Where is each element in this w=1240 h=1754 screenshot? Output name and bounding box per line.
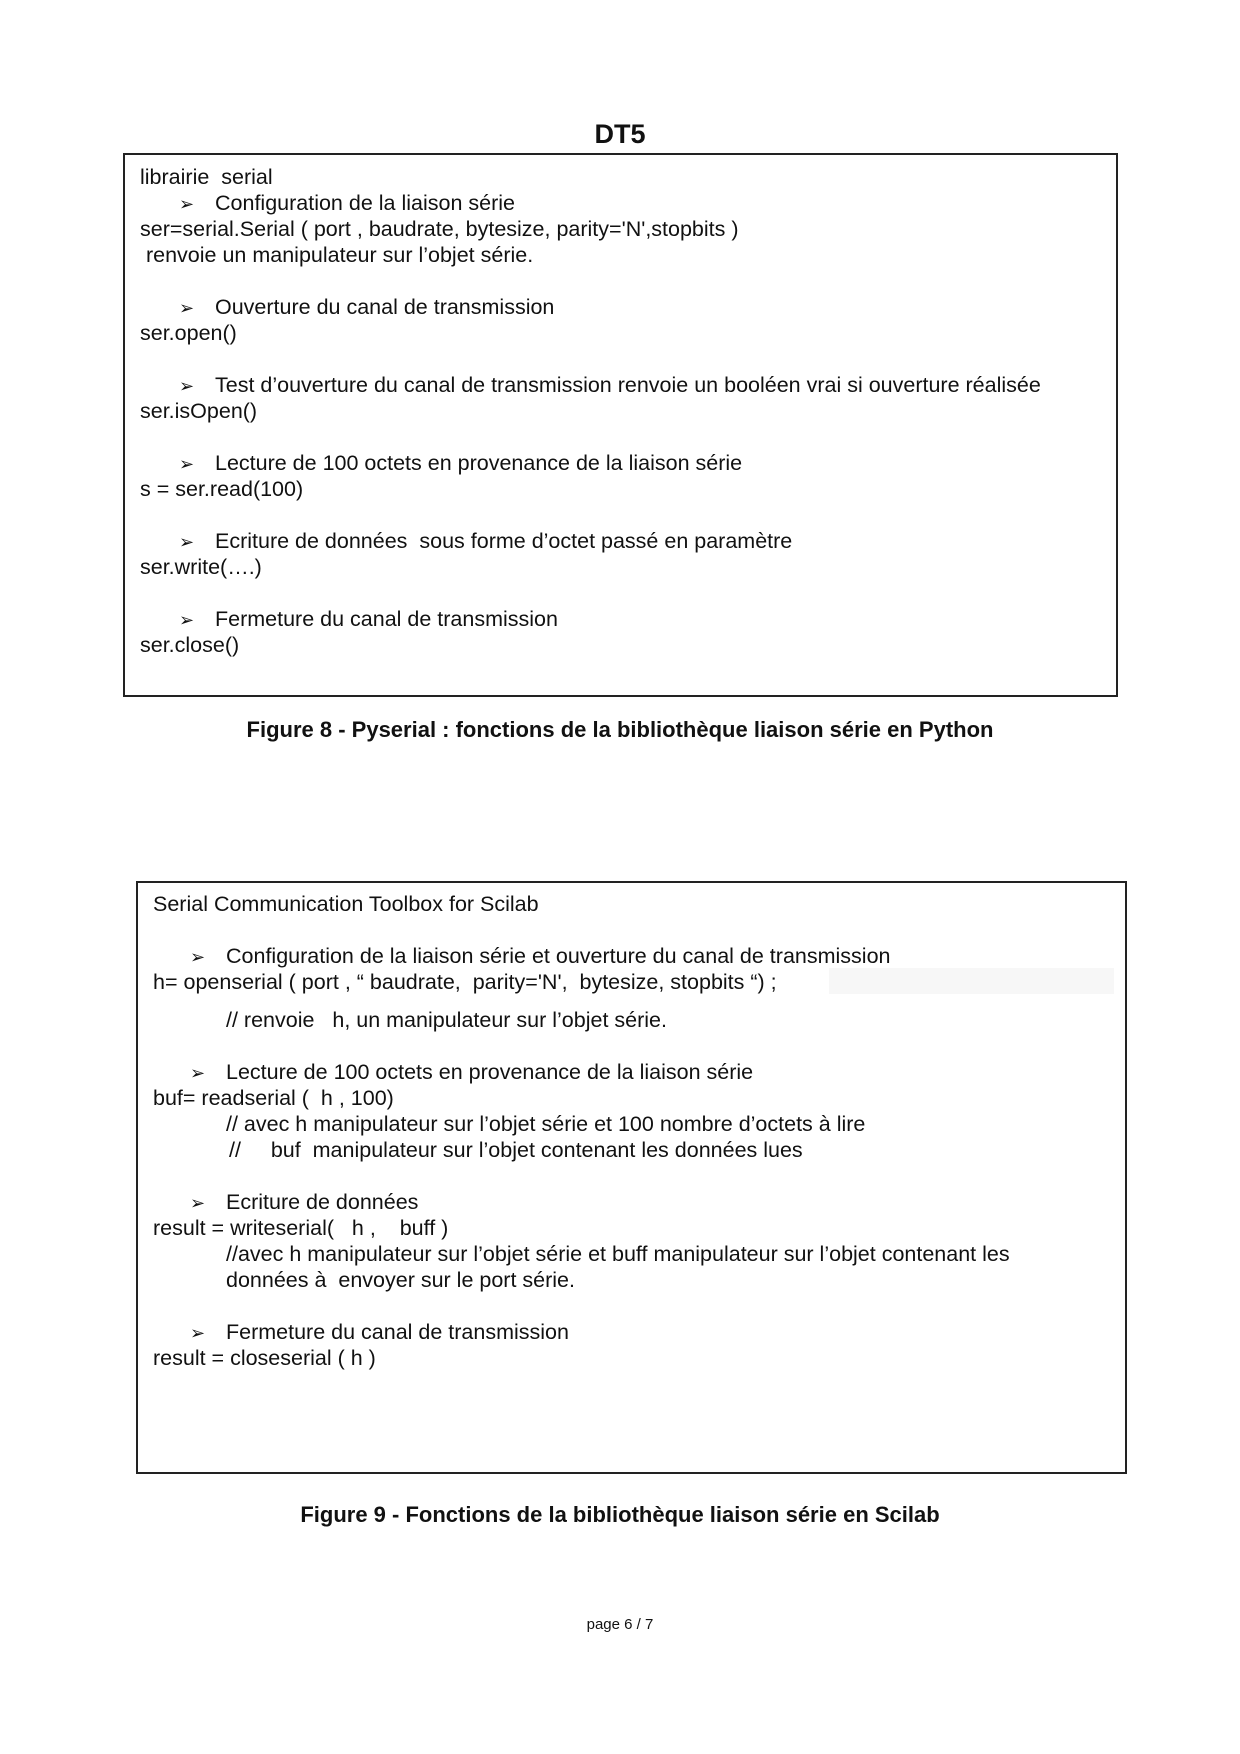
python-code-line: s = ser.read(100) — [140, 477, 304, 501]
python-bullet-text: Configuration de la liaison série — [215, 191, 515, 215]
arrow-bullet-icon: ➢ — [179, 376, 195, 396]
scilab-bullet-item — [190, 943, 890, 970]
scilab-functions-box — [136, 881, 1127, 1474]
python-code-line: ser.close() — [140, 633, 240, 657]
python-code-line: ser.isOpen() — [140, 399, 258, 423]
arrow-bullet-icon: ➢ — [179, 610, 195, 630]
python-bullet-item — [179, 294, 554, 321]
python-code-line: ser.open() — [140, 321, 237, 345]
page-heading: DT5 — [594, 119, 646, 149]
scilab-comment-line: // avec h manipulateur sur l’objet série et 100 nombre d’octets à lire — [226, 1112, 866, 1136]
arrow-bullet-icon: ➢ — [179, 532, 195, 552]
scilab-bullet-text: Configuration de la liaison série et ouverture du canal de transmission — [226, 944, 891, 968]
page-number-footer: page 6 / 7 — [586, 1616, 654, 1633]
scilab-comment-line: // renvoie h, un manipulateur sur l’objet série. — [226, 1008, 667, 1032]
scilab-code-line: buf= readserial ( h , 100) — [153, 1086, 394, 1110]
python-bullet-item — [179, 606, 558, 633]
arrow-bullet-icon: ➢ — [190, 1323, 206, 1343]
arrow-bullet-icon: ➢ — [179, 454, 195, 474]
scilab-code-line: h= openserial ( port , “ baudrate, parity='N', bytesize, stopbits “) ; — [153, 970, 777, 994]
python-functions-box — [123, 153, 1118, 697]
python-bullet-item — [179, 190, 515, 217]
arrow-bullet-icon: ➢ — [190, 947, 206, 967]
arrow-bullet-icon: ➢ — [179, 298, 195, 318]
python-bullet-item — [179, 528, 792, 555]
arrow-bullet-icon: ➢ — [190, 1193, 206, 1213]
scilab-bullet-text: Ecriture de données — [226, 1190, 419, 1214]
figure-8-caption: Figure 8 - Pyserial : fonctions de la bibliothèque liaison série en Python — [246, 717, 994, 742]
scilab-bullet-text: Lecture de 100 octets en provenance de la liaison série — [226, 1060, 754, 1084]
python-bullet-text: Lecture de 100 octets en provenance de la liaison série — [215, 451, 743, 475]
scilab-code-line: result = closeserial ( h ) — [153, 1346, 376, 1370]
scilab-bullet-text: Fermeture du canal de transmission — [226, 1320, 569, 1344]
scilab-title-line: Serial Communication Toolbox for Scilab — [153, 892, 539, 916]
scilab-bullet-item — [190, 1319, 569, 1346]
scilab-bullet-item — [190, 1189, 418, 1216]
arrow-bullet-icon: ➢ — [179, 194, 195, 214]
scilab-comment-line: données à envoyer sur le port série. — [226, 1268, 575, 1292]
python-bullet-item — [179, 450, 742, 477]
python-line-library: librairie serial — [140, 165, 273, 189]
python-description-line: renvoie un manipulateur sur l’objet série. — [140, 243, 534, 267]
scilab-comment-line: //avec h manipulateur sur l’objet série et buff manipulateur sur l’objet contenant les — [226, 1242, 1010, 1266]
python-bullet-text: Fermeture du canal de transmission — [215, 607, 558, 631]
python-code-line: ser.write(….) — [140, 555, 262, 579]
scilab-code-line: result = writeserial( h , buff ) — [153, 1216, 449, 1240]
figure-9-caption: Figure 9 - Fonctions de la bibliothèque liaison série en Scilab — [300, 1502, 940, 1527]
shaded-region — [829, 968, 1114, 994]
python-bullet-item — [179, 372, 1041, 399]
arrow-bullet-icon: ➢ — [190, 1063, 206, 1083]
scilab-bullet-item — [190, 1059, 753, 1086]
scilab-comment-line: // buf manipulateur sur l’objet contenant les données lues — [229, 1138, 803, 1162]
python-bullet-text: Ecriture de données sous forme d’octet passé en paramètre — [215, 529, 793, 553]
python-bullet-text: Test d’ouverture du canal de transmission renvoie un booléen vrai si ouverture réalisée — [215, 373, 1041, 397]
python-bullet-text: Ouverture du canal de transmission — [215, 295, 555, 319]
python-code-line: ser=serial.Serial ( port , baudrate, bytesize, parity='N',stopbits ) — [140, 217, 739, 241]
